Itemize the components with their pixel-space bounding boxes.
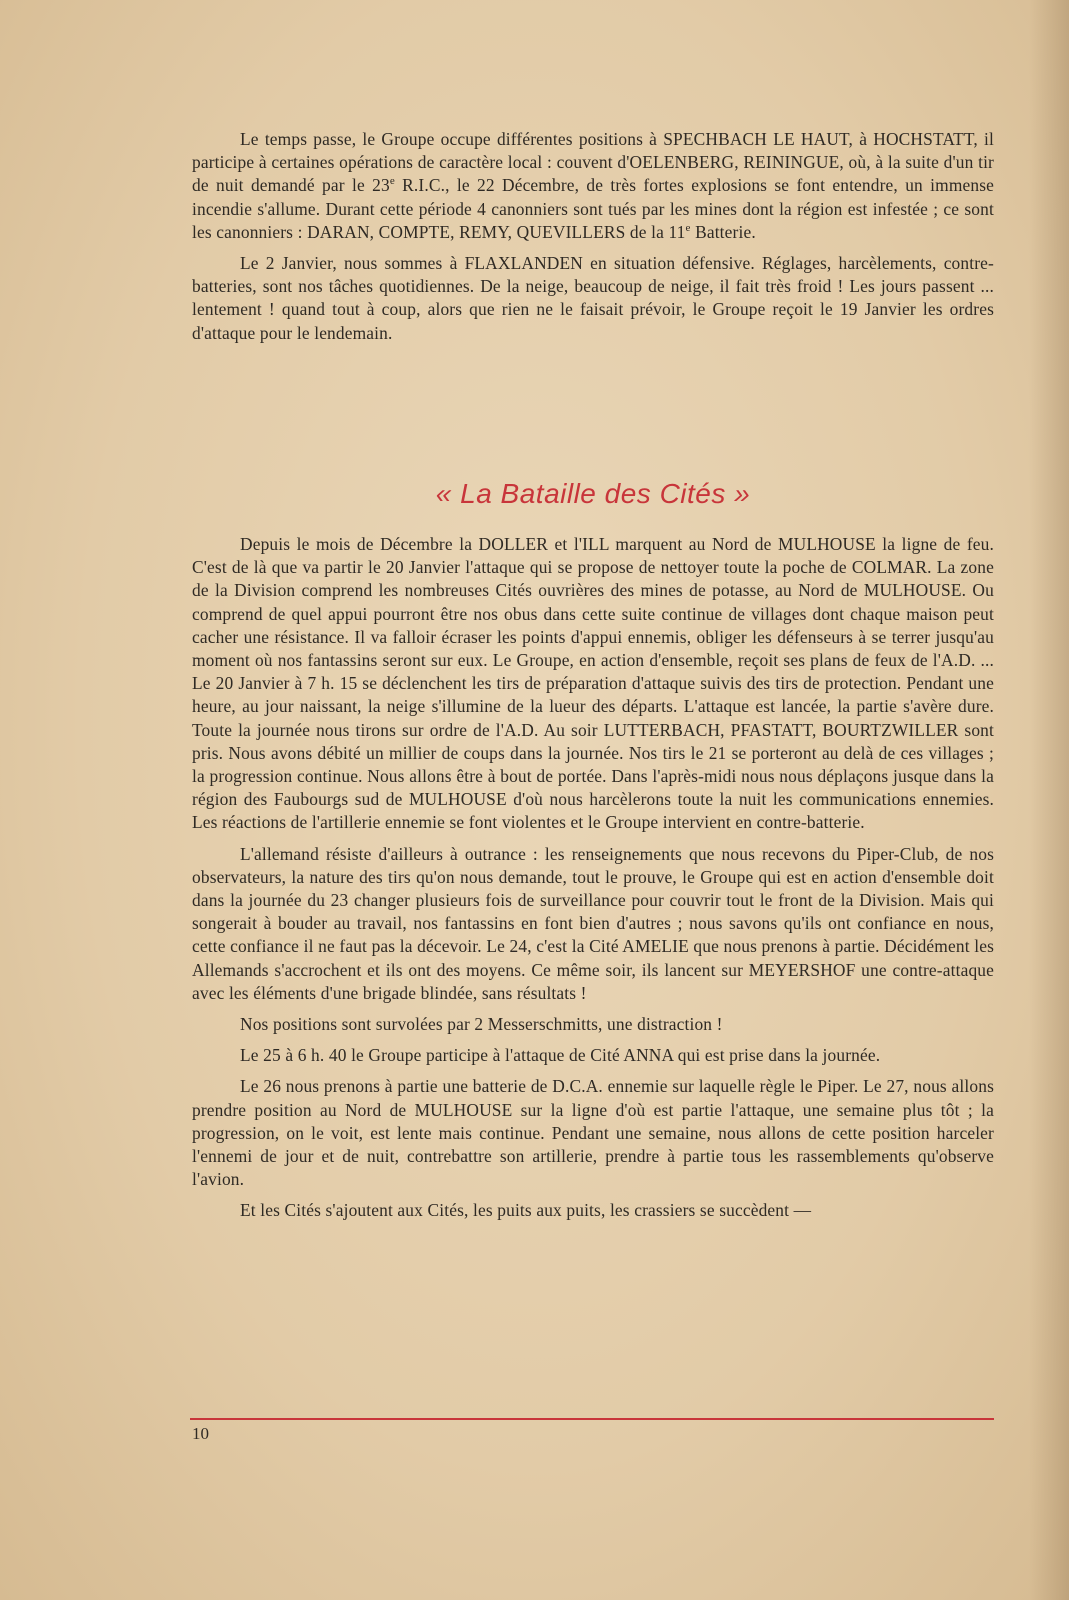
- paragraph: Le 26 nous prenons à partie une batterie de D.C.A. ennemie sur laquelle règle le Piper. Le 27, nous allons prendre position au Nord de MULHOUSE sur la ligne d'où est partie l'attaque, une semaine plus tôt ; la progression, on le voit, est lente mais continue. Pendant une semaine, nous allons de cette position harceler l'ennemi de jour et de nuit, contrebattre son artillerie, prendre à partie tous les rassemblements qu'observe l'avion.: [192, 1076, 994, 1190]
- footer-rule: [190, 1418, 994, 1420]
- page-number: 10: [192, 1424, 209, 1443]
- paragraph: Le temps passe, le Groupe occupe différentes positions à SPECHBACH LE HAUT, à HOCHSTATT, il participe à certaines opérations de caractère local : couvent d'OELENBERG, REININGUE, où, à la suite d'un tir de nuit demandé par le 23e R.I.C., le 22 Décembre, de très fortes explosions se font entendre, un immense incendie s'allume. Durant cette période 4 canonniers sont tués par les mines dont la région est infestée ; ce sont les canonniers : DARAN, COMPTE, REMY, QUEVILLERS de la 11e Batterie.: [192, 129, 995, 242]
- paragraph: Le 25 à 6 h. 40 le Groupe participe à l'attaque de Cité ANNA qui est prise dans la journée.: [240, 1045, 881, 1066]
- section-body: [192, 533, 994, 1231]
- paragraph: Depuis le mois de Décembre la DOLLER et l'ILL marquent au Nord de MULHOUSE la ligne de feu. C'est de là que va partir le 20 Janvier l'attaque qui se propose de nettoyer toute la poche de COLMAR. La zone de la Division comprend les nombreuses Cités ouvrières des mines de potasse, au Nord de MULHOUSE. Ou comprend de quel appui pourront être nos obus dans cette suite continue de villages dont chaque maison peut cacher une résistance. Il va falloir écraser les points d'appui ennemis, obliger les défenseurs à se terrer jusqu'au moment où nos fantassins seront sur eux. Le Groupe, en action d'ensemble, reçoit ses plans de feux de l'A.D. ... Le 20 Janvier à 7 h. 15 se déclenchent les tirs de préparation d'attaque suivis des tirs de protection. Pendant une heure, au jour naissant, la neige s'illumine de la lueur des départs. L'attaque est lancée, la partie s'avère dure. Toute la journée nous tirons sur ordre de l'A.D. Au soir LUTTERBACH, PFASTATT, BOURTZWILLER sont pris. Nous avons débité un millier de coups dans la journée. Nos tirs le 21 se porteront au delà de ces villages ; la progression continue. Nous allons être à bout de portée. Dans l'après-midi nous nous déplaçons jusque dans la région des Faubourgs sud de MULHOUSE d'où nous harcèlerons toute la nuit les communications ennemies. Les réactions de l'artillerie ennemie se font violentes et le Groupe intervient en contre-batterie.: [192, 534, 994, 833]
- page-edge-shadow: [1029, 0, 1069, 1600]
- paragraph: Et les Cités s'ajoutent aux Cités, les puits aux puits, les crassiers se succèdent —: [240, 1200, 812, 1221]
- intro-text: [192, 128, 994, 353]
- section-title: « La Bataille des Cités »: [435, 478, 751, 509]
- paragraph: Le 2 Janvier, nous sommes à FLAXLANDEN en situation défensive. Réglages, harcèlements, contre-batteries, sont nos tâches quotidiennes. De la neige, beaucoup de neige, il fait très froid ! Les jours passent ... lentement ! quand tout à coup, alors que rien ne le faisait prévoir, le Groupe reçoit le 19 Janvier les ordres d'attaque pour le lendemain.: [192, 253, 994, 343]
- paragraph: Nos positions sont survolées par 2 Messerschmitts, une distraction !: [240, 1014, 723, 1035]
- paragraph: L'allemand résiste d'ailleurs à outrance : les renseignements que nous recevons du Piper-Club, de nos observateurs, la nature des tirs qu'on nous demande, tout le prouve, le Groupe qui est en action d'ensemble doit dans la journée du 23 changer plusieurs fois de surveillance pour couvrir tout le front de la Division. Mais qui songerait à bouder au travail, nos fantassins en font bien d'autres ; nous savons qu'ils ont confiance en nous, cette confiance il ne faut pas la décevoir. Le 24, c'est la Cité AMELIE que nous prenons à partie. Décidément les Allemands s'accrochent et ils ont des moyens. Ce même soir, ils lancent sur MEYERSHOF une contre-attaque avec les éléments d'une brigade blindée, sans résultats !: [192, 843, 994, 1003]
